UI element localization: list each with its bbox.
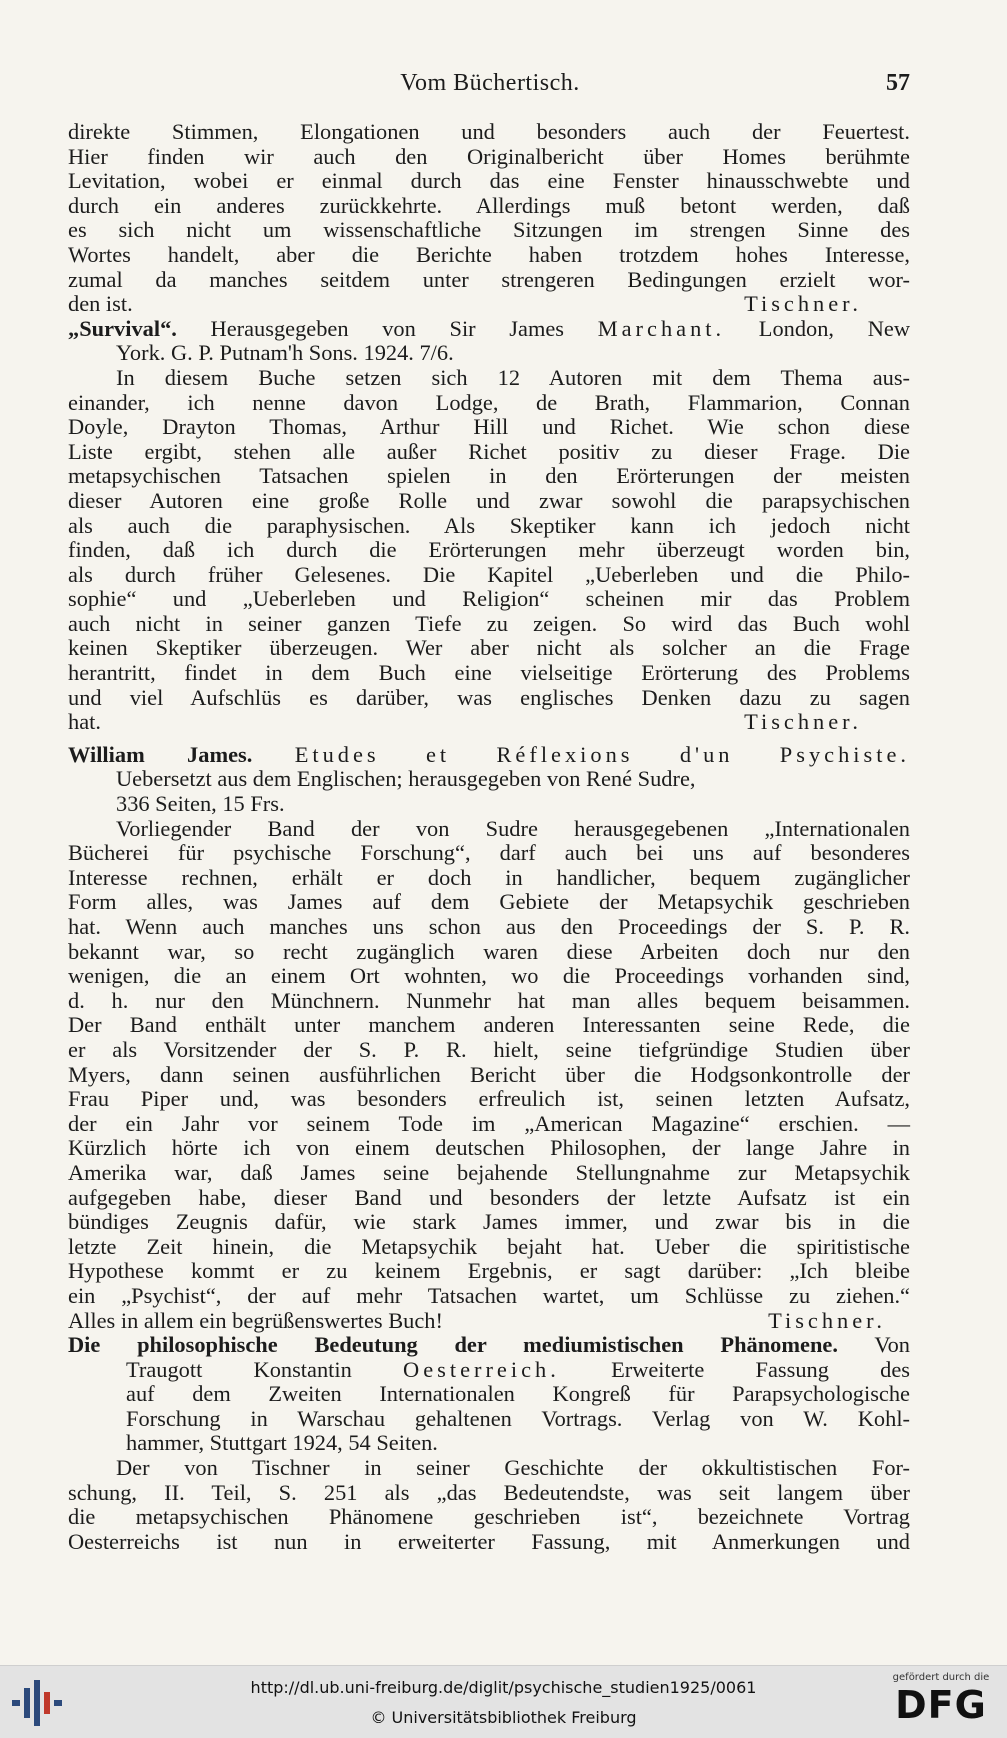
editor-name: Marchant. [597, 315, 726, 341]
review-end-line [68, 1309, 910, 1334]
dfg-logo-text: DFG [895, 1683, 987, 1727]
text-line-end: Alles in allem ein begrüßenswertes Buch! [68, 1307, 443, 1333]
viewer-footer [0, 1665, 1007, 1738]
dfg-funding-label: gefördert durch die [892, 1672, 990, 1683]
text-line: Levitation, wobei er einmal durch das eine Fenster hinausschwebte und [68, 168, 910, 194]
text-line: und viel Aufschlüs es darüber, was englisches Denken dazu zu sagen [68, 684, 910, 710]
text-line: auch nicht in seiner ganzen Tiefe zu zeigen. So wird das Buch wohl [68, 610, 910, 636]
text-line: Liste ergibt, stehen alle außer Richet positiv zu dieser Frage. Die [68, 438, 910, 464]
text-line: sophie“ und „Ueberleben und Religion“ scheinen mir das Problem [68, 586, 910, 612]
reviewer-signature: Tischner. [744, 291, 862, 317]
review-heading [68, 317, 910, 342]
text-line: Kürzlich hörte ich von einem deutschen Philosophen, der lange Jahre in [68, 1135, 910, 1161]
text-line: Der von Tischner in seiner Geschichte der okkultistischen For- [116, 1455, 910, 1481]
author-surname: Oesterreich. [403, 1356, 560, 1382]
review-heading-line [68, 1358, 910, 1383]
text-line: hat. Wenn auch manches uns schon aus den Proceedings der S. P. R. [68, 914, 910, 939]
text-line: Vorliegender Band der von Sudre herausgegebenen „Internationalen [116, 815, 910, 841]
review-heading [68, 743, 910, 768]
text-line: der ein Jahr vor seinem Tode im „American Magazine“ erschien. — [68, 1110, 910, 1136]
text-line: Amerika war, daß James seine bejahende Stellungnahme zur Metapsychik [68, 1159, 910, 1185]
author-first-name: Traugott Konstantin [126, 1356, 352, 1382]
heading-text: Von [874, 1332, 910, 1358]
text-line: letzte Zeit hinein, die Metapsychik bejaht hat. Ueber die spiritistische [68, 1233, 910, 1259]
text-line: er als Vorsitzender der S. P. R. hielt, seine tiefgründige Studien über [68, 1036, 910, 1062]
heading-text: London, New [758, 315, 910, 341]
text-line: ein „Psychist“, der auf mehr Tatsachen wartet, um Schlüsse zu ziehen.“ [68, 1282, 910, 1308]
text-line: Der Band enthält unter manchem anderen Interessanten seine Rede, die [68, 1012, 910, 1038]
review-end-line [68, 292, 910, 317]
text-line: Uebersetzt aus dem Englischen; herausgegeben von René Sudre, [116, 766, 696, 792]
text-line-end: hat. [68, 709, 101, 735]
text-line: durch ein anderes zurückkehrte. Allerdings muß betont werden, daß [68, 192, 910, 218]
heading-text: Herausgegeben von Sir James [210, 315, 565, 341]
text-line: als durch früher Gelesenes. Die Kapitel „Ueberleben und die Philo- [68, 561, 910, 587]
text-line: Hier finden wir auch den Originalbericht über Homes berühmte [68, 143, 910, 169]
author-name: William James. [68, 741, 253, 767]
review-end-line [68, 710, 910, 735]
body-text [68, 120, 910, 1554]
text-line-end: den ist. [68, 291, 133, 317]
book-title: Die philosophische Bedeutung der mediumistischen Phänomene. [68, 1332, 838, 1358]
page-url-link[interactable]: http://dl.ub.uni-freiburg.de/diglit/psychische_studien1925/0061 [250, 1678, 757, 1697]
text-line: zumal da manches seitdem unter strengeren Bedingungen erzielt wor- [68, 266, 910, 292]
text-line: einander, ich nenne davon Lodge, de Brath, Flammarion, Connan [68, 389, 910, 415]
dfg-logo [885, 1672, 997, 1734]
text-line: bündiges Zeugnis dafür, wie stark James immer, und zwar bis in die [68, 1209, 910, 1235]
text-line: York. G. P. Putnam'h Sons. 1924. 7/6. [116, 340, 454, 366]
text-line: keinen Skeptiker überzeugen. Wer aber nicht als solcher an die Frage [68, 635, 910, 661]
text-line: Myers, dann seinen ausführlichen Bericht über die Hodgsonkontrolle der [68, 1061, 910, 1087]
text-line: hammer, Stuttgart 1924, 54 Seiten. [126, 1430, 438, 1456]
heading-text: Erweiterte Fassung des [611, 1356, 910, 1382]
text-line: Hypothese kommt er zu keinem Ergebnis, er sagt darüber: „Ich bleibe [68, 1258, 910, 1284]
text-line: Forschung in Warschau gehaltenen Vortrags. Verlag von W. Kohl- [126, 1405, 910, 1431]
page-number: 57 [886, 70, 910, 96]
text-line: In diesem Buche setzen sich 12 Autoren mit dem Thema aus- [116, 364, 910, 390]
text-line: es sich nicht um wissenschaftliche Sitzungen im strengen Sinne des [68, 217, 910, 243]
running-title: Vom Büchertisch. [400, 70, 580, 96]
reviewer-signature: Tischner. [768, 1307, 886, 1333]
text-line: auf dem Zweiten Internationalen Kongreß für Parapsychologische [126, 1381, 910, 1407]
text-line: schung, II. Teil, S. 251 als „das Bedeutendste, was seit langem über [68, 1479, 910, 1505]
review-heading [68, 1333, 910, 1358]
text-line: wenigen, die an einem Ort wohnten, wo die Proceedings vorhanden sind, [68, 963, 910, 989]
text-line: aufgegeben habe, dieser Band und besonders der letzte Aufsatz ist ein [68, 1184, 910, 1210]
text-line: Oesterreichs ist nun in erweiterter Fassung, mit Anmerkungen und [68, 1528, 910, 1554]
text-line: metapsychischen Tatsachen spielen in den Erörterungen der meisten [68, 463, 910, 489]
text-line: Interesse rechnen, erhält er doch in handlicher, bequem zugänglicher [68, 864, 910, 890]
book-title: Etudes et Réflexions d'un Psychiste. [294, 741, 910, 767]
text-line: die metapsychischen Phänomene geschrieben ist“, bezeichnete Vortrag [68, 1504, 910, 1530]
text-line: direkte Stimmen, Elongationen und besonders auch der Feuertest. [68, 119, 910, 144]
copyright-notice: © Universitätsbibliothek Freiburg [370, 1708, 637, 1727]
text-line: Form alles, was James auf dem Gebiete der Metapsychik geschrieben [68, 889, 910, 915]
text-line: bekannt war, so recht zugänglich waren diese Arbeiten doch nur den [68, 938, 910, 964]
text-line: Doyle, Drayton Thomas, Arthur Hill und Richet. Wie schon diese [68, 414, 910, 440]
running-head [70, 70, 910, 100]
text-line: Wortes handelt, aber die Berichte haben trotzdem hohes Interesse, [68, 241, 910, 267]
reviewer-signature: Tischner. [744, 709, 862, 735]
text-line: d. h. nur den Münchnern. Nunmehr hat man alles bequem beisammen. [68, 987, 910, 1013]
text-line: finden, daß ich durch die Erörterungen mehr überzeugt worden bin, [68, 537, 910, 563]
text-line: als auch die paraphysischen. Als Skeptiker kann ich jedoch nicht [68, 512, 910, 538]
text-line: herantritt, findet in dem Buch eine vielseitige Erörterung des Problems [68, 660, 910, 686]
text-line: Frau Piper und, was besonders erfreulich ist, seinen letzten Aufsatz, [68, 1086, 910, 1112]
book-title: „Survival“. [68, 315, 177, 341]
text-line: dieser Autoren eine große Rolle und zwar sowohl die parapsychischen [68, 487, 910, 513]
text-line: Bücherei für psychische Forschung“, darf auch bei uns auf besonderes [68, 840, 910, 866]
text-line: 336 Seiten, 15 Frs. [116, 791, 285, 817]
